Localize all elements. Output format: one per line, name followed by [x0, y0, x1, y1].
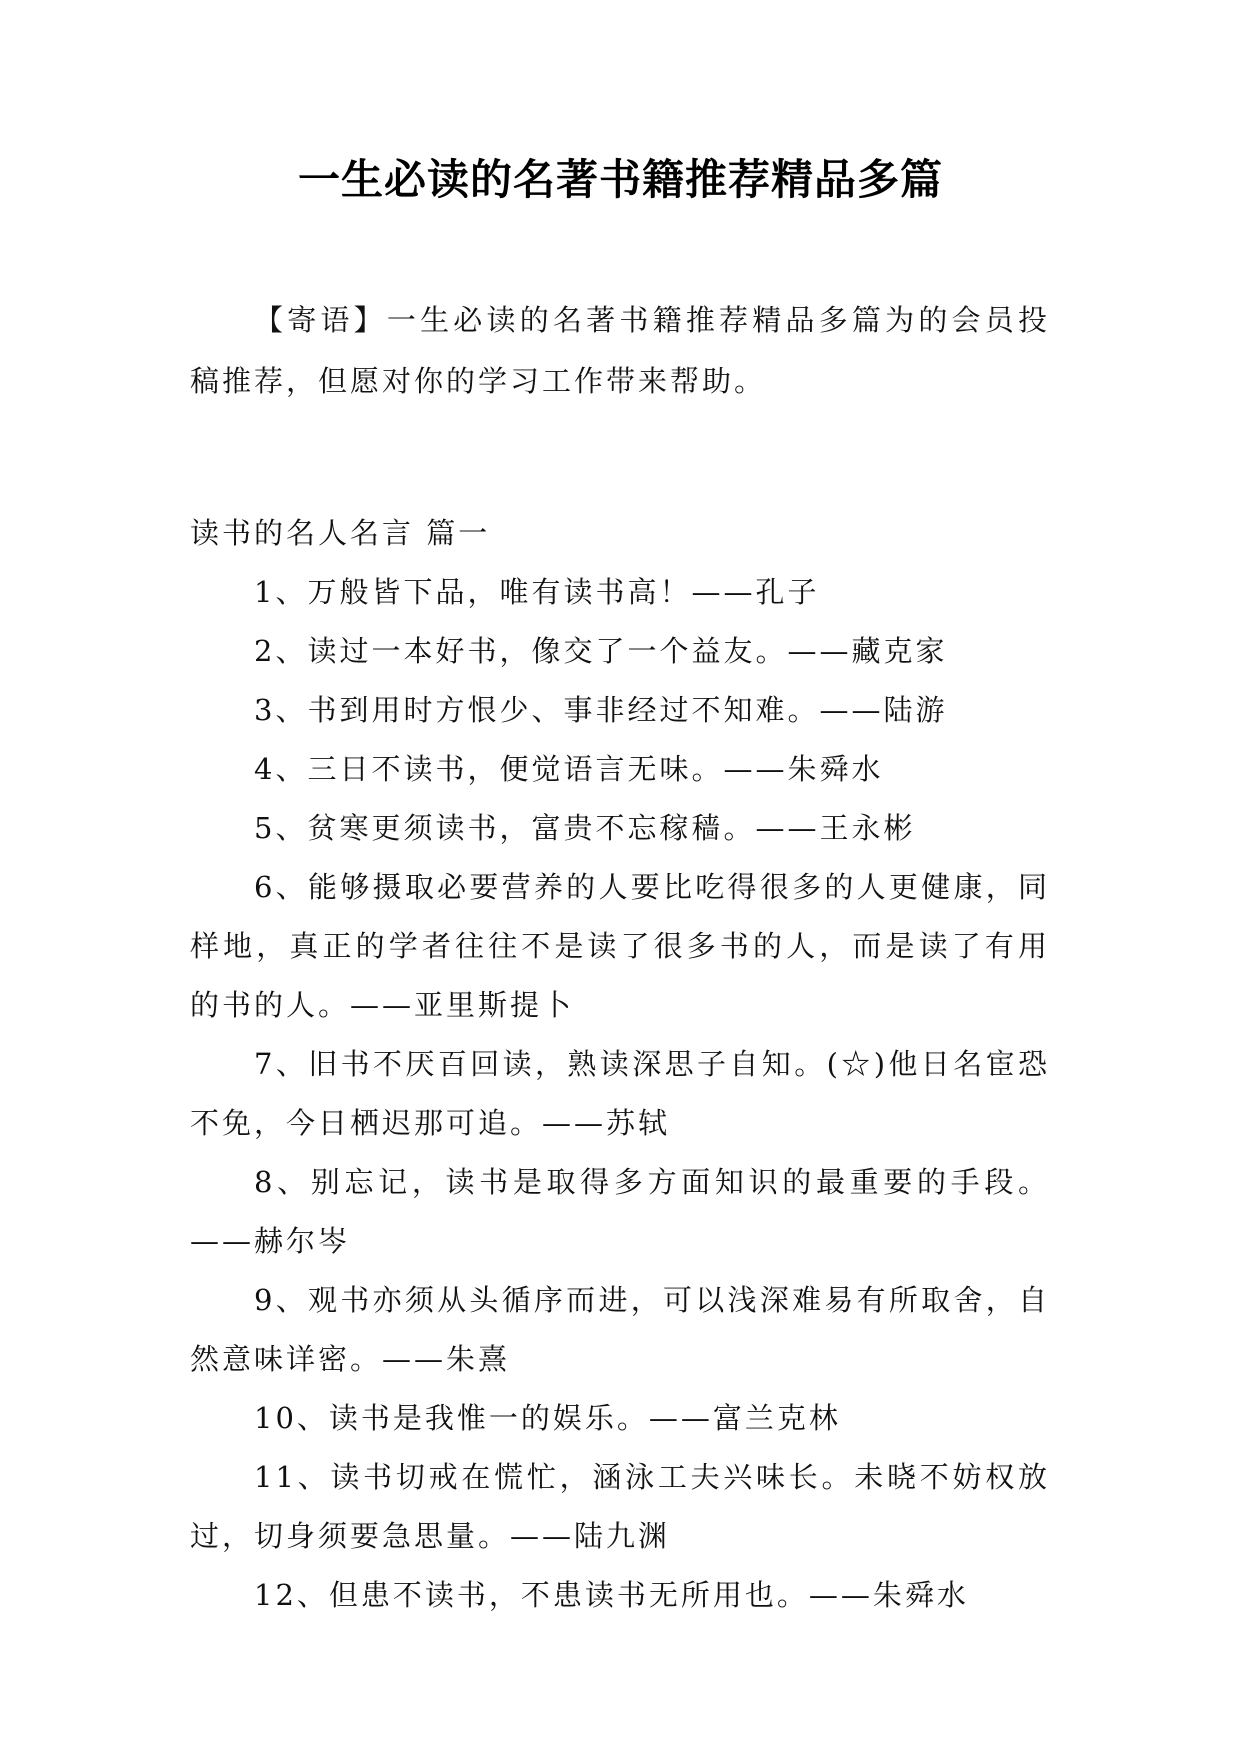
section-heading: 读书的名人名言 篇一 [190, 516, 491, 550]
quote-item: 10、读书是我惟一的娱乐。——富兰克林 [254, 1401, 841, 1435]
quote-item: 4、三日不读书，便觉语言无味。——朱舜水 [254, 752, 884, 786]
quote-item: 12、但患不读书，不患读书无所用也。——朱舜水 [254, 1578, 969, 1612]
quote-item: 9、观书亦须从头循序而进，可以浅深难易有所取舍，自然意味详密。——朱熹 [190, 1283, 1050, 1376]
document-title: 一生必读的名著书籍推荐精品多篇 [297, 155, 943, 204]
intro-paragraph: 【寄语】一生必读的名著书籍推荐精品多篇为的会员投稿推荐，但愿对你的学习工作带来帮助。 [190, 303, 1050, 398]
quote-item: 7、旧书不厌百回读，熟读深思子自知。(☆)他日名宦恐不免，今日栖迟那可追。——苏轼 [190, 1047, 1050, 1140]
document-body [190, 290, 1050, 1625]
quote-item: 3、书到用时方恨少、事非经过不知难。——陆游 [254, 693, 948, 727]
quote-item: 6、能够摄取必要营养的人要比吃得很多的人更健康，同样地，真正的学者往往不是读了很多书的人，而是读了有用的书的人。——亚里斯提卜 [190, 870, 1050, 1022]
quote-item: 2、读过一本好书，像交了一个益友。——藏克家 [254, 634, 948, 668]
quote-item: 8、别忘记，读书是取得多方面知识的最重要的手段。——赫尔岑 [190, 1165, 1050, 1258]
quote-item: 11、读书切戒在慌忙，涵泳工夫兴味长。未晓不妨权放过，切身须要急思量。——陆九渊 [190, 1460, 1050, 1553]
quote-item: 1、万般皆下品，唯有读书高！——孔子 [254, 575, 820, 609]
section-spacer [190, 412, 1050, 504]
quote-item: 5、贫寒更须读书，富贵不忘稼穑。——王永彬 [254, 811, 916, 845]
